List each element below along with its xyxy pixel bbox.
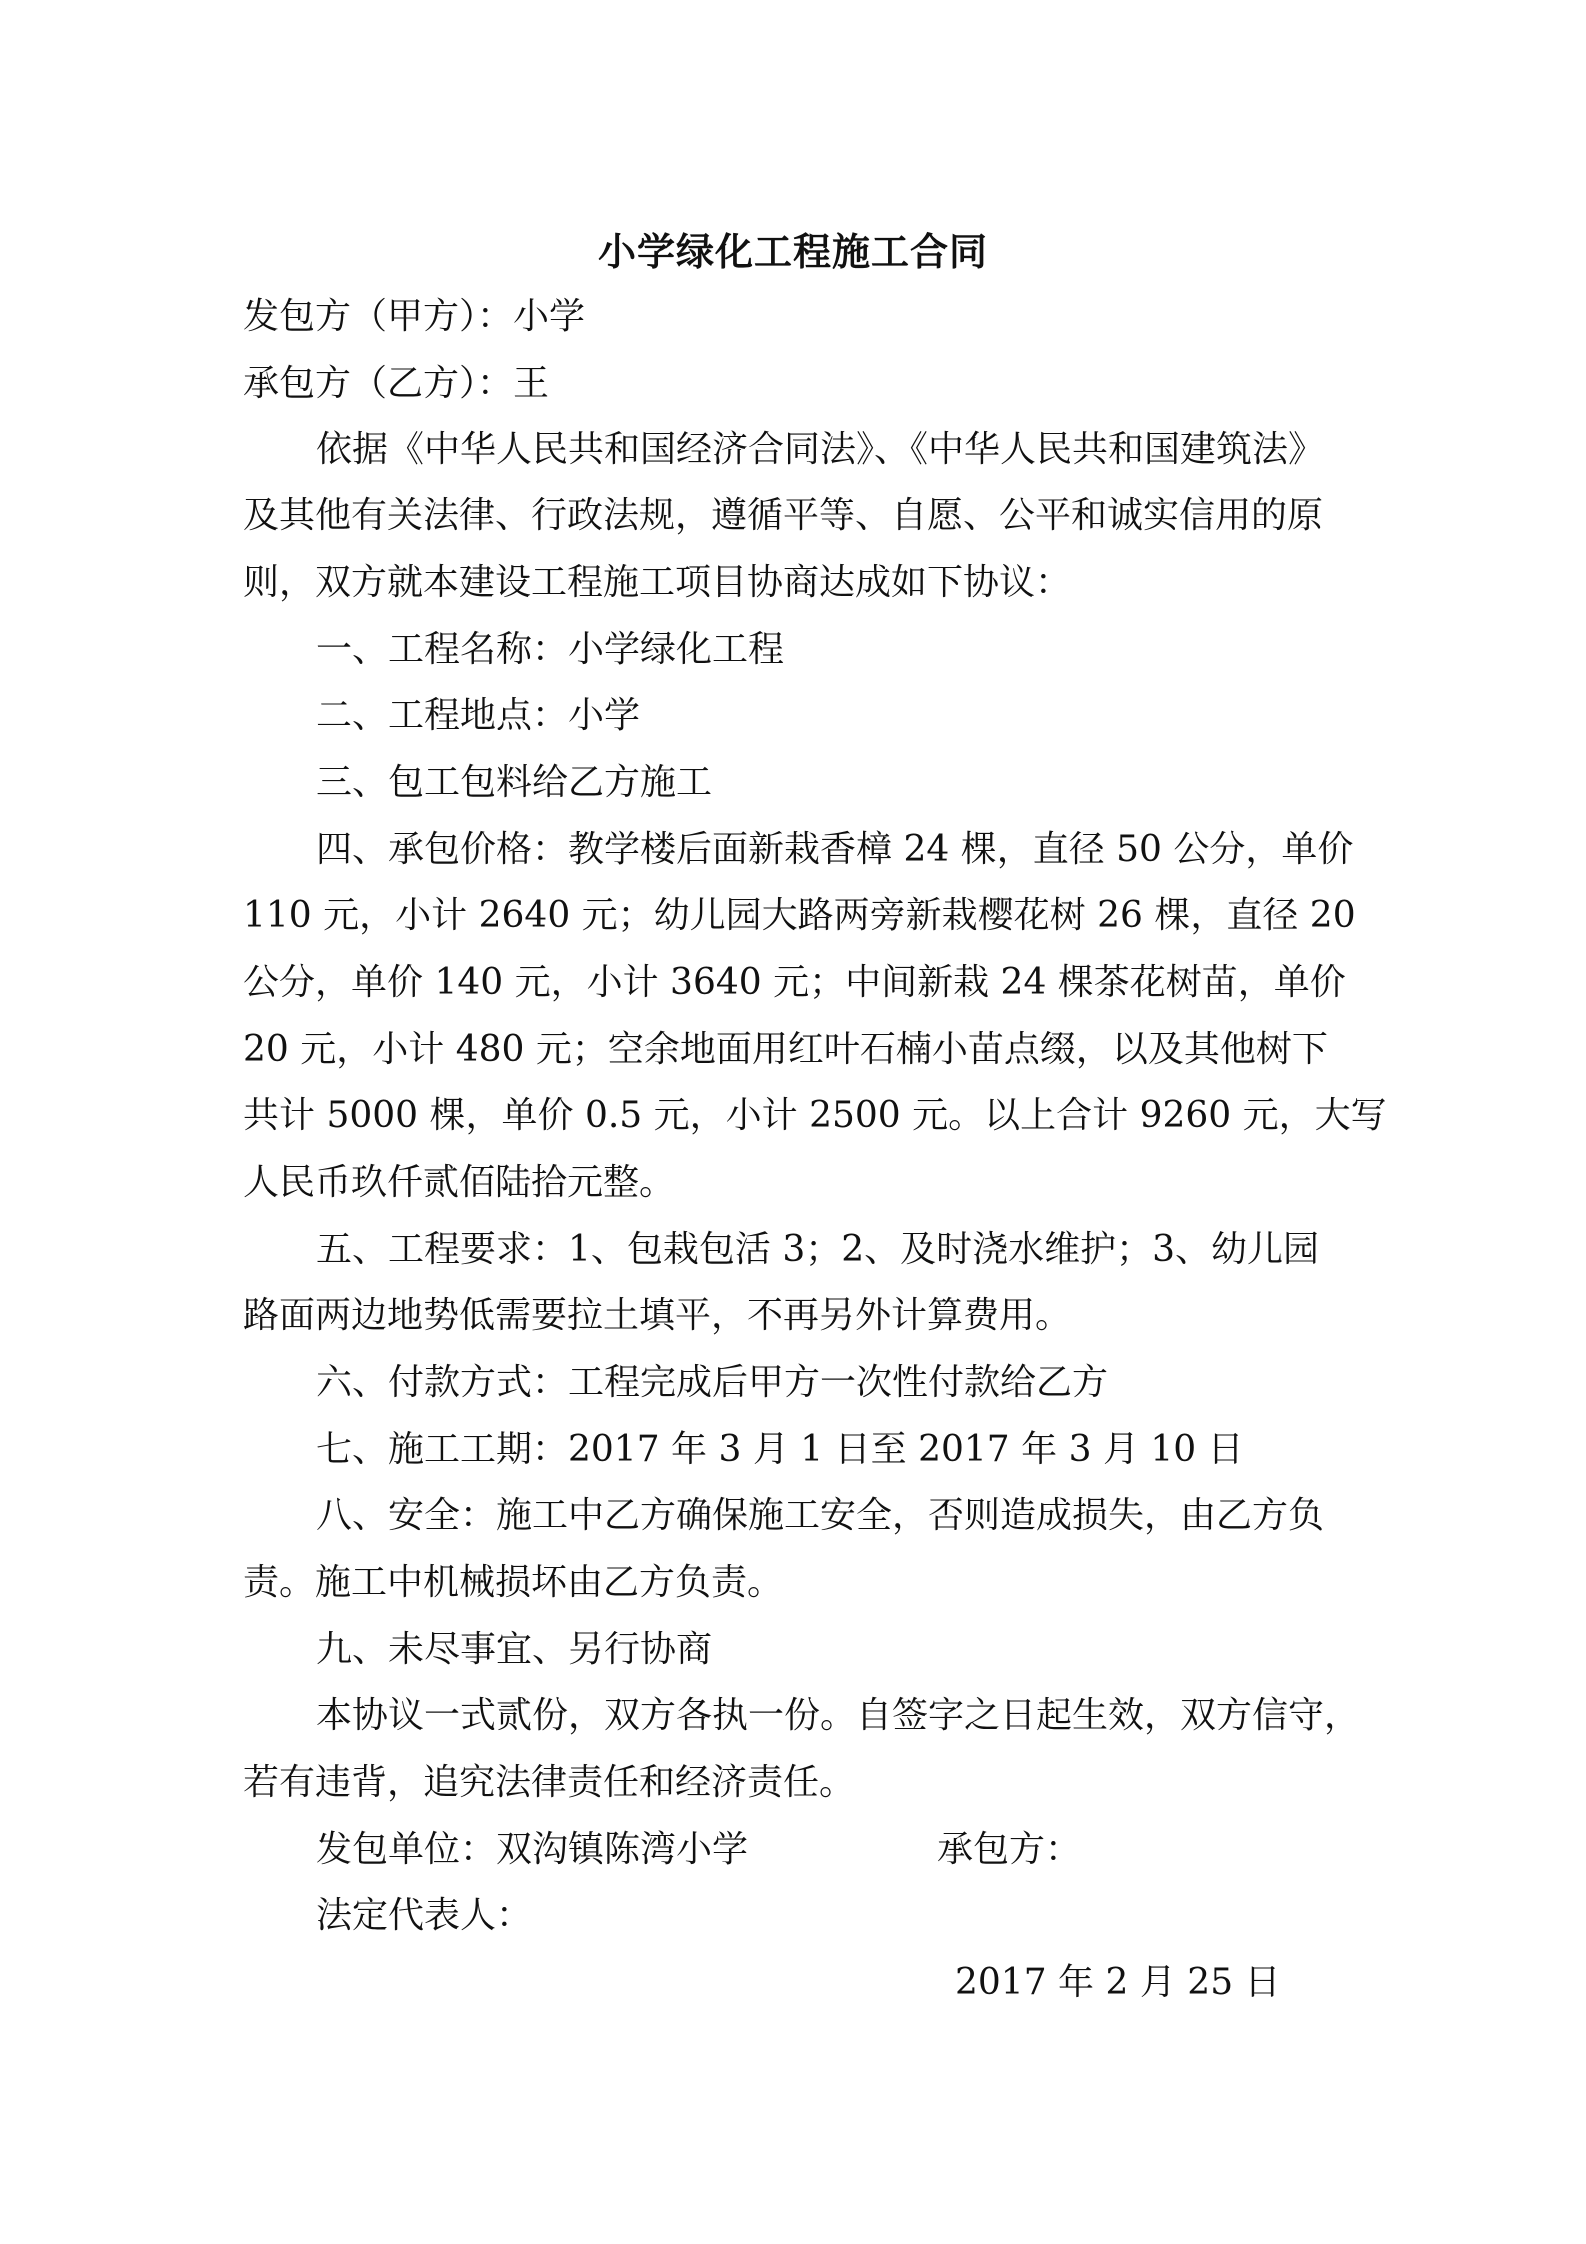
- preamble-line-3: 则，双方就本建设工程施工项目协商达成如下协议：: [243, 562, 1072, 603]
- clause-price-line-5: 共计 5000 棵，单价 0.5 元，小计 2500 元。以上合计 9260 元，大写: [243, 1095, 1387, 1136]
- legal-representative: 法定代表人：: [316, 1895, 533, 1936]
- clause-requirements-line-1: 五、工程要求：1、包栽包活 3；2、及时浇水维护；3、幼儿园: [316, 1229, 1320, 1270]
- clause-price-line-1: 四、承包价格：教学楼后面新栽香樟 24 棵，直径 50 公分，单价: [316, 829, 1354, 870]
- clause-price-line-6: 人民币玖仟贰佰陆拾元整。: [243, 1162, 676, 1203]
- party-b-line: 承包方（乙方）：王: [243, 363, 550, 404]
- clause-price-line-3: 公分，单价 140 元，小计 3640 元；中间新栽 24 棵茶花树苗，单价: [243, 962, 1346, 1003]
- closing-line-1: 本协议一式贰份，双方各执一份。自签字之日起生效，双方信守，: [316, 1695, 1361, 1736]
- clause-other-matters: 九、未尽事宜、另行协商: [316, 1629, 713, 1670]
- clause-schedule: 七、施工工期：2017 年 3 月 1 日至 2017 年 3 月 10 日: [316, 1429, 1244, 1470]
- preamble-line-2: 及其他有关法律、行政法规，遵循平等、自愿、公平和诚实信用的原: [243, 495, 1324, 536]
- closing-line-2: 若有违背，追究法律责任和经济责任。: [243, 1762, 856, 1803]
- preamble-line-1: 依据《中华人民共和国经济合同法》、《中华人民共和国建筑法》: [316, 429, 1325, 470]
- party-a-line: 发包方（甲方）：小学: [243, 296, 586, 337]
- clause-price-line-4: 20 元，小计 480 元；空余地面用红叶石楠小苗点缀，以及其他树下: [243, 1029, 1328, 1070]
- clause-payment: 六、付款方式：工程完成后甲方一次性付款给乙方: [316, 1362, 1109, 1403]
- signing-date: 2017 年 2 月 25 日: [955, 1962, 1281, 2003]
- clause-requirements-line-2: 路面两边地势低需要拉土填平，不再另外计算费用。: [243, 1295, 1072, 1336]
- document-title: 小学绿化工程施工合同: [597, 229, 988, 274]
- clause-safety-line-2: 责。施工中机械损坏由乙方负责。: [243, 1562, 784, 1603]
- clause-project-name: 一、工程名称：小学绿化工程: [316, 629, 785, 670]
- clause-project-location: 二、工程地点：小学: [316, 695, 641, 736]
- contractor-signature: 承包方：: [937, 1829, 1082, 1870]
- clause-price-line-2: 110 元，小计 2640 元；幼儿园大路两旁新栽樱花树 26 棵，直径 20: [243, 895, 1356, 936]
- employer-unit-signature: 发包单位：双沟镇陈湾小学: [316, 1829, 749, 1870]
- clause-safety-line-1: 八、安全：施工中乙方确保施工安全，否则造成损失，由乙方负: [316, 1495, 1325, 1536]
- clause-contract-mode: 三、包工包料给乙方施工: [316, 762, 713, 803]
